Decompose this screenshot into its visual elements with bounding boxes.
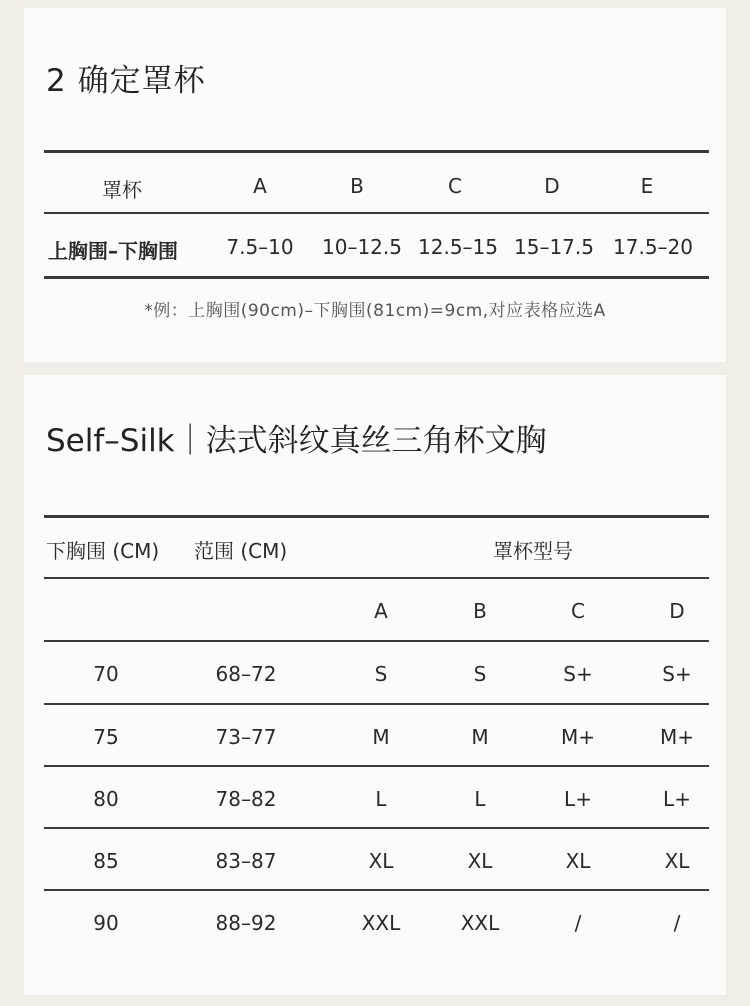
row-size-b: L (474, 787, 486, 811)
row-size-b: XL (467, 849, 493, 873)
row-size-a: XL (368, 849, 394, 873)
product-title: Self–Silk｜法式斜纹真丝三角杯文胸 (46, 423, 547, 459)
row-range: 78–82 (215, 787, 277, 811)
row-label: 上胸围–下胸围 (48, 239, 178, 263)
header-cup-e: E (640, 174, 654, 198)
row-size-b: M (471, 725, 489, 749)
size-cup-d: D (669, 599, 685, 623)
row-size-c: L+ (564, 787, 592, 811)
header-cup-c: C (448, 174, 462, 198)
header-rule (44, 212, 709, 214)
header-cup-a: A (253, 174, 267, 198)
size-table-top-rule (44, 515, 709, 518)
row-underbust: 80 (93, 787, 119, 811)
row-rule (44, 765, 709, 767)
row-size-d: M+ (659, 725, 695, 749)
row-range: 88–92 (215, 911, 277, 935)
row-size-c: S+ (563, 662, 593, 686)
row-size-c: / (574, 911, 582, 935)
row-range: 73–77 (215, 725, 277, 749)
row-size-a: L (375, 787, 387, 811)
row-rule (44, 827, 709, 829)
header-cup-size: 罩杯型号 (493, 539, 573, 563)
header-underbust: 下胸围 (CM) (46, 539, 160, 563)
row-size-a: XXL (361, 911, 401, 935)
size-header-rule (44, 577, 709, 579)
row-value-b: 10–12.5 (322, 235, 402, 259)
row-range: 68–72 (215, 662, 277, 686)
table-top-rule (44, 150, 709, 153)
table-bottom-rule (44, 276, 709, 279)
size-chart-card (24, 375, 726, 995)
row-underbust: 85 (93, 849, 119, 873)
row-size-c: XL (565, 849, 591, 873)
row-size-b: XXL (460, 911, 500, 935)
size-cup-rule (44, 640, 709, 642)
row-size-b: S (473, 662, 487, 686)
row-value-e: 17.5–20 (613, 235, 693, 259)
size-cup-b: B (473, 599, 487, 623)
row-underbust: 75 (93, 725, 119, 749)
row-rule (44, 889, 709, 891)
row-size-d: / (673, 911, 681, 935)
row-size-d: L+ (663, 787, 691, 811)
row-value-d: 15–17.5 (514, 235, 594, 259)
row-rule (44, 703, 709, 705)
header-range: 范围 (CM) (194, 539, 288, 563)
row-value-a: 7.5–10 (226, 235, 294, 259)
header-cup-d: D (544, 174, 560, 198)
row-underbust: 90 (93, 911, 119, 935)
size-cup-c: C (571, 599, 585, 623)
row-underbust: 70 (93, 662, 119, 686)
row-value-c: 12.5–15 (418, 235, 498, 259)
row-size-c: M+ (560, 725, 596, 749)
size-cup-a: A (374, 599, 388, 623)
row-size-d: XL (664, 849, 690, 873)
example-note: *例：上胸围(90cm)–下胸围(81cm)=9cm,对应表格应选A (144, 301, 606, 321)
header-cup-b: B (350, 174, 364, 198)
row-size-d: S+ (662, 662, 692, 686)
row-size-a: M (372, 725, 390, 749)
row-size-a: S (374, 662, 388, 686)
header-cup-label: 罩杯 (102, 178, 142, 202)
cup-guide-title: 2 确定罩杯 (46, 63, 206, 99)
cup-guide-card (24, 8, 726, 362)
row-range: 83–87 (215, 849, 277, 873)
